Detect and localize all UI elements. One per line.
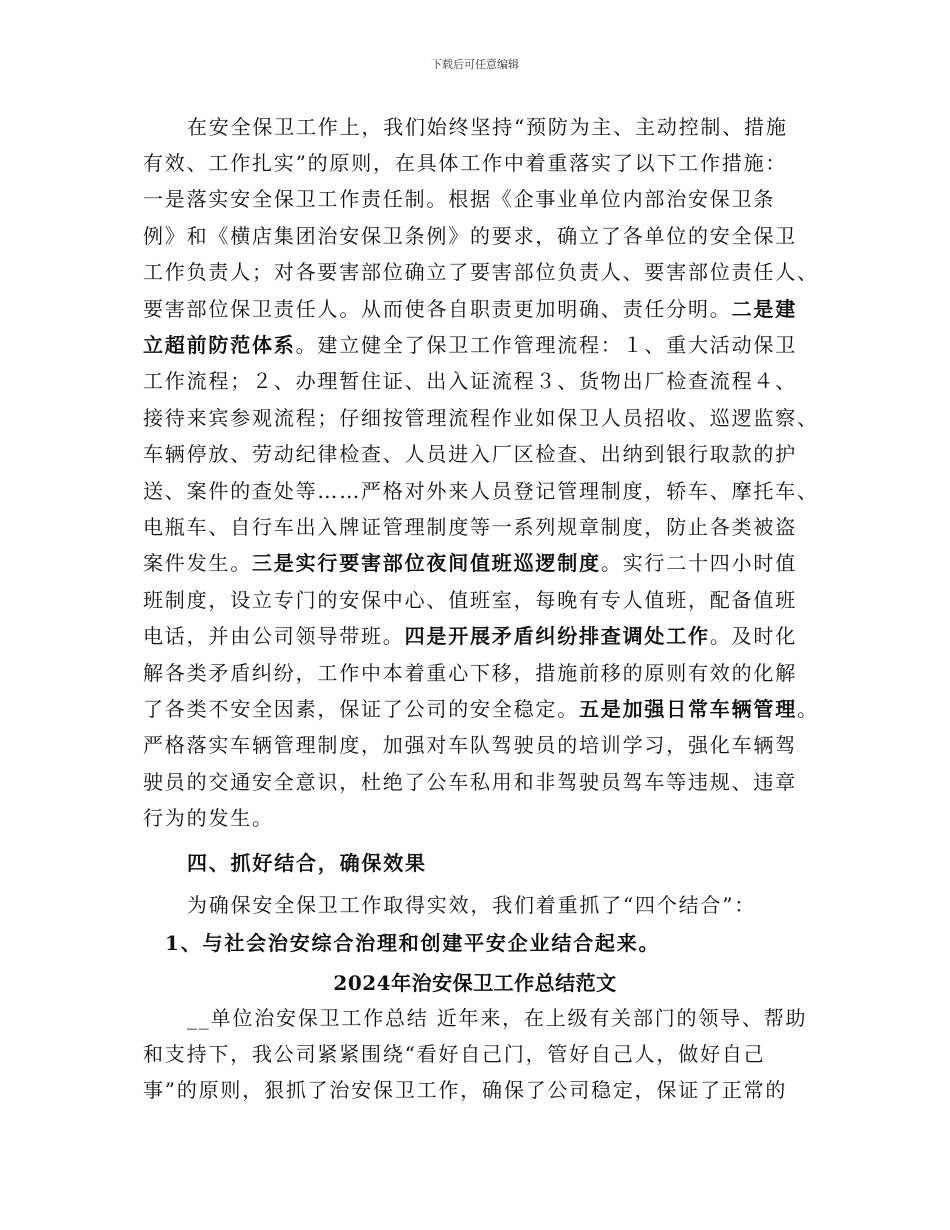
paragraph-line: 有效、工作扎实”的原则，在具体工作中着重落实了以下工作措施： bbox=[143, 151, 788, 175]
bold-heading-run: 四是开展矛盾纠纷排查调处工作 bbox=[404, 624, 710, 648]
paragraph-line: 送、案件的查处等……严格对外来人员登记管理制度，轿车、摩托车、 bbox=[143, 479, 819, 503]
paragraph-line: 接待来宾参观流程；仔细按管理流程作业如保卫人员招收、巡逻监察、 bbox=[143, 406, 819, 430]
paragraph-line bbox=[143, 694, 819, 724]
bold-heading-run: 三是实行要害部位夜间值班巡逻制度 bbox=[252, 551, 601, 575]
paragraph-line: 为确保安全保卫工作取得实效，我们着重抓了“四个结合”： bbox=[187, 893, 757, 917]
paragraph-line bbox=[143, 330, 797, 360]
paragraph-line: 严格落实车辆管理制度，加强对车队驾驶员的培训学习，强化车辆驾 bbox=[143, 733, 797, 757]
paragraph-line: 工作负责人；对各要害部位确立了要害部位负责人、要害部位责任人、 bbox=[143, 260, 819, 284]
paragraph-line: 电瓶车、自行车出入牌证管理制度等一系列规章制度，防止各类被盗 bbox=[143, 515, 797, 539]
paragraph-line: 车辆停放、劳动纪律检查、人员进入厂区检查、出纳到银行取款的护 bbox=[143, 442, 797, 466]
paragraph-line: 一是落实安全保卫工作责任制。根据《企事业单位内部治安保卫条 bbox=[143, 187, 776, 211]
paragraph-line bbox=[143, 548, 797, 578]
bold-heading-run: 立超前防范体系 bbox=[143, 333, 296, 357]
paragraph-line: 事”的原则，狠抓了治安保卫工作，确保了公司稳定，保证了正常的 bbox=[143, 1078, 788, 1102]
paragraph-line: 工作流程；２、办理暂住证、出入证流程３、货物出厂检查流程４、 bbox=[143, 369, 797, 393]
document-title: 2024年治安保卫工作总结范文 bbox=[333, 971, 617, 995]
paragraph-line: 解各类矛盾纠纷，工作中本着重心下移，措施前移的原则有效的化解 bbox=[143, 661, 797, 685]
page-header-note: 下载后可任意编辑 bbox=[431, 58, 519, 71]
paragraph-line bbox=[143, 294, 797, 324]
paragraph-line: __单位治安保卫工作总结 近年来，在上级有关部门的领导、帮助 bbox=[187, 1006, 808, 1030]
paragraph-line: 在安全保卫工作上，我们始终坚持“预防为主、主动控制、措施 bbox=[187, 115, 788, 139]
paragraph-line: 例》和《横店集团治安保卫条例》的要求，确立了各单位的安全保卫 bbox=[143, 224, 797, 248]
text-run: 要害部位保卫责任人。从而使各自职责更加明确、责任分明。 bbox=[143, 297, 732, 321]
paragraph-line: 驶员的交通安全意识，杜绝了公车私用和非驾驶员驾车等违规、违章 bbox=[143, 770, 797, 794]
paragraph-line: 班制度，设立专门的安保中心、值班室，每晚有专人值班，配备值班 bbox=[143, 588, 797, 612]
text-run: 。 bbox=[797, 697, 819, 721]
bold-heading-run: 五是加强日常车辆管理 bbox=[579, 697, 797, 721]
text-run: 了各类不安全因素，保证了公司的安全稳定。 bbox=[143, 697, 579, 721]
paragraph-line bbox=[143, 621, 797, 651]
text-run: 。建立健全了保卫工作管理流程：１、重大活动保卫 bbox=[295, 333, 798, 357]
text-run: 案件发生。 bbox=[143, 551, 252, 575]
text-run: 。及时化 bbox=[709, 624, 798, 648]
text-run: 。实行二十四小时值 bbox=[600, 551, 798, 575]
section-heading: 四、抓好结合，确保效果 bbox=[187, 851, 427, 875]
text-run: 电话，并由公司领导带班。 bbox=[143, 624, 405, 648]
bold-heading-run: 二是建 bbox=[731, 297, 798, 321]
paragraph-line: 和支持下，我公司紧紧围绕“看好自己门，管好自己人，做好自己 bbox=[143, 1042, 766, 1066]
numbered-heading: 1、与社会治安综合治理和创建平安企业结合起来。 bbox=[165, 931, 661, 955]
paragraph-line: 行为的发生。 bbox=[143, 806, 274, 830]
